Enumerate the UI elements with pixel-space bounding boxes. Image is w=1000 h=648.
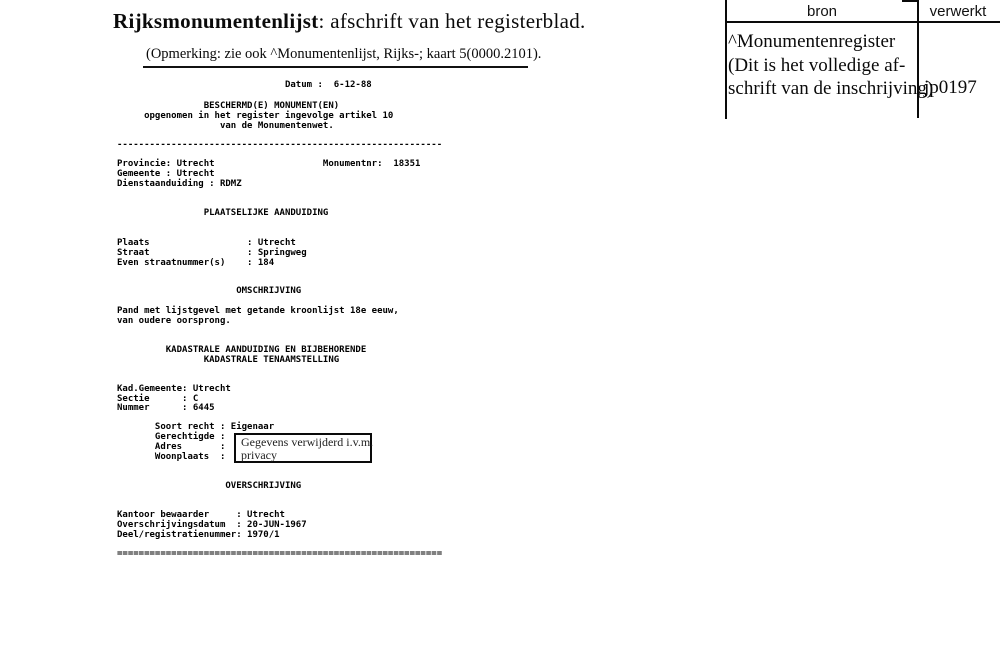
line-datum: Datum : 6-12-88 xyxy=(117,80,372,90)
line-woonplaats: Woonplaats : xyxy=(117,452,226,462)
line-gemeente: Gemeente : Utrecht xyxy=(117,169,215,179)
heading-plaatselijke: PLAATSELIJKE AANDUIDING xyxy=(117,208,329,218)
title-note: (Opmerking: zie ook ^Monumentenlijst, Rijks-; kaart 5(0000.2101). xyxy=(146,46,542,62)
line-soort-recht: Soort recht : Eigenaar xyxy=(117,422,275,432)
line-monumentenwet: van de Monumentenwet. xyxy=(117,121,334,131)
column-header-verwerkt: verwerkt xyxy=(929,3,987,20)
line-sectie: Sectie : C xyxy=(117,394,199,404)
page-title-rest: : afschrift van het registerblad. xyxy=(318,9,586,33)
line-provincie-monumentnr: Provincie: Utrecht Monumentnr: 18351 xyxy=(117,159,421,169)
page-title xyxy=(113,9,586,34)
line-plaats: Plaats : Utrecht xyxy=(117,238,296,248)
privacy-redaction-box xyxy=(234,433,372,463)
line-dienstaanduiding: Dienstaanduiding : RDMZ xyxy=(117,179,242,189)
heading-overschrijving: OVERSCHRIJVING xyxy=(117,481,302,491)
bron-line-2: (Dit is het volledige af- xyxy=(728,54,906,76)
bron-cell xyxy=(728,30,934,101)
title-underline xyxy=(143,66,528,68)
equals-divider: ============================================================ xyxy=(117,549,443,559)
line-omschrijving-1: Pand met lijstgevel met getande kroonlijst 18e eeuw, xyxy=(117,306,399,316)
heading-kadastrale-2: KADASTRALE TENAAMSTELLING xyxy=(117,355,340,365)
heading-kadastrale-1: KADASTRALE AANDUIDING EN BIJBEHORENDE xyxy=(117,345,367,355)
column-header-bron: bron xyxy=(806,3,838,20)
line-adres: Adres : xyxy=(117,442,226,452)
table-top-tick xyxy=(902,0,919,2)
bron-line-3: schrift van de inschrijving) xyxy=(728,78,934,99)
line-gerechtigde: Gerechtigde : xyxy=(117,432,226,442)
line-omschrijving-2: van oudere oorsprong. xyxy=(117,316,231,326)
heading-omschrijving: OMSCHRIJVING xyxy=(117,286,302,296)
page-title-bold: Rijksmonumentenlijst xyxy=(113,9,319,33)
line-beschermd-heading: BESCHERMD(E) MONUMENT(EN) xyxy=(117,101,340,111)
privacy-text-line2: privacy xyxy=(241,448,277,462)
line-overschrijvingsdatum: Overschrijvingsdatum : 20-JUN-1967 xyxy=(117,520,307,530)
line-nummer: Nummer : 6445 xyxy=(117,403,215,413)
privacy-text-line1: Gegevens verwijderd i.v.m. xyxy=(241,435,374,449)
line-opgenomen: opgenomen in het register ingevolge artikel 10 xyxy=(117,111,394,121)
line-kantoor-bewaarder: Kantoor bewaarder : Utrecht xyxy=(117,510,285,520)
line-kad-gemeente: Kad.Gemeente: Utrecht xyxy=(117,384,231,394)
bron-line-1: ^Monumentenregister xyxy=(728,31,896,52)
line-deel-registratienr: Deel/registratienummer: 1970/1 xyxy=(117,530,280,540)
table-header-rule xyxy=(725,21,1000,23)
line-straat: Straat : Springweg xyxy=(117,248,307,258)
line-straatnummer: Even straatnummer(s) : 184 xyxy=(117,258,275,268)
verwerkt-cell: jp0197 xyxy=(924,77,977,98)
dashed-divider: ------------------------------------------------------------ xyxy=(117,140,443,150)
